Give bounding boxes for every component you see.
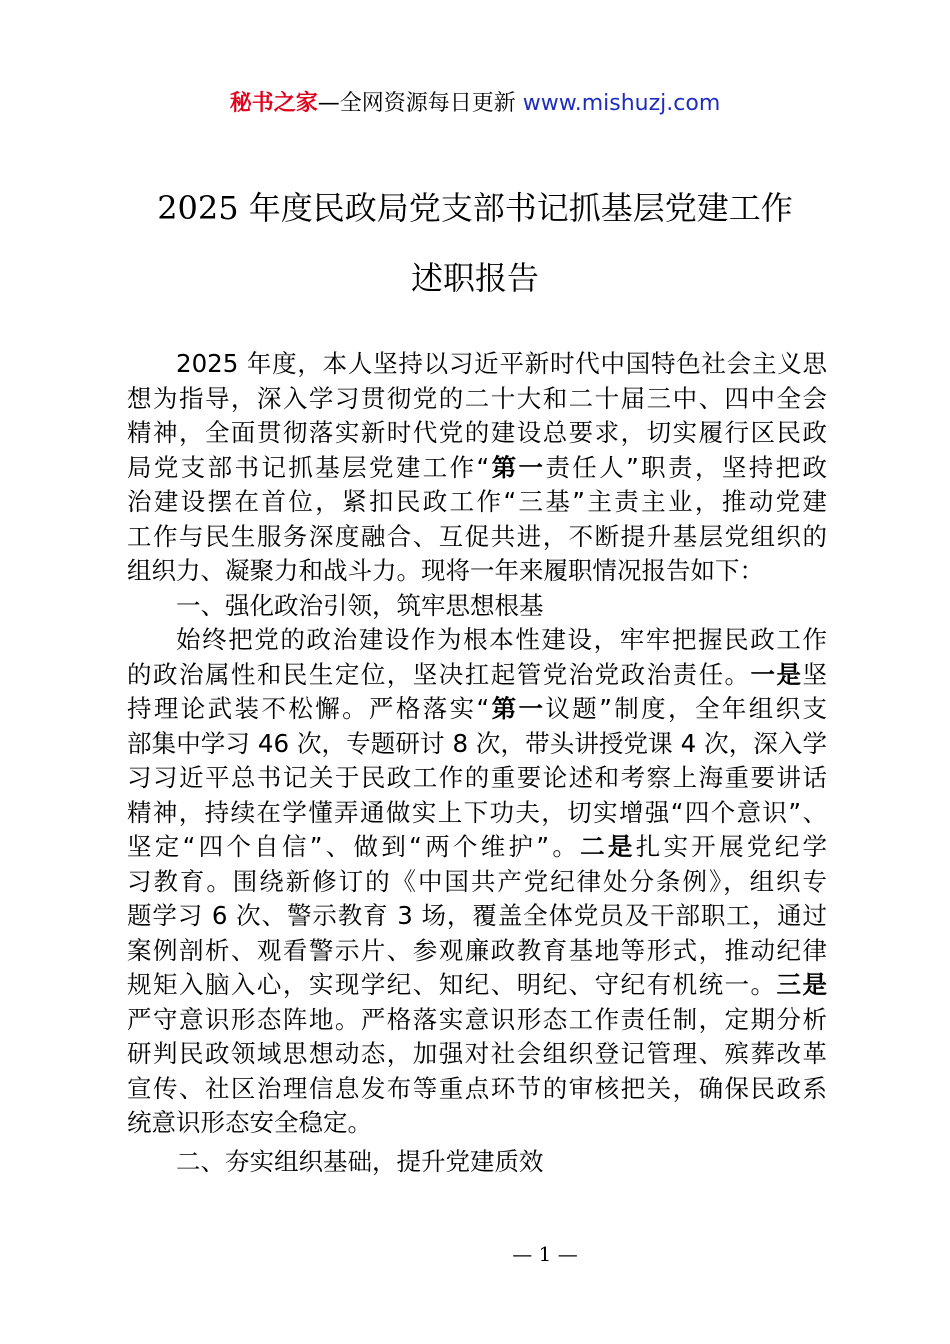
paragraph-line <box>127 658 827 693</box>
emphasis-text: 第一 <box>489 452 546 482</box>
text-run: 局党支部书记抓基层党建工作“ <box>127 452 490 482</box>
site-url-link[interactable]: www.mishuzj.com <box>522 91 721 116</box>
paragraph-line: 想为指导，深入学习贯彻党的二十大和二十届三中、四中全会 <box>127 383 827 413</box>
text-run: 扎实开展党纪学 <box>635 832 827 861</box>
emphasis-text: 一是 <box>750 659 803 689</box>
paragraph-line <box>127 451 827 486</box>
paragraph-line: 统意识形态安全稳定。 <box>127 1108 372 1137</box>
text-run: 的政治属性和民生定位，坚决扛起管党治党政治责任。 <box>127 659 751 689</box>
paragraph-line: 研判民政领域思想动态，加强对社会组织登记管理、殡葬改革 <box>127 1039 827 1068</box>
paragraph-line: 严守意识形态阵地。严格落实意识形态工作责任制，定期分析 <box>127 1004 827 1034</box>
site-brand: 秘书之家 <box>229 91 318 116</box>
site-header <box>0 88 950 120</box>
site-tagline: —全网资源每日更新 <box>317 91 523 116</box>
paragraph-line: 工作与民生服务深度融合、互促共进，不断提升基层党组织的 <box>127 521 827 551</box>
emphasis-text: 二是 <box>580 832 636 861</box>
paragraph-line: 治建设摆在首位，紧扣民政工作“三基”主责主业，推动党建 <box>127 487 827 516</box>
paragraph-line: 始终把党的政治建设作为根本性建设，牢牢把握民政工作 <box>176 625 827 654</box>
text-run: 坚 <box>802 659 828 689</box>
paragraph-line: 2025 年度，本人坚持以习近平新时代中国特色社会主义思 <box>176 349 827 378</box>
paragraph-line: 部集中学习 46 次，专题研讨 8 次，带头讲授党课 4 次，深入学 <box>127 728 827 758</box>
paragraph-line <box>127 968 827 1003</box>
emphasis-text: 第一 <box>489 694 546 723</box>
page-number: — 1 — <box>512 1242 578 1266</box>
paragraph-line: 习教育。围绕新修订的《中国共产党纪律处分条例》，组织专 <box>127 866 827 896</box>
section-heading-1: 一、强化政治引领，筑牢思想根基 <box>176 590 544 620</box>
paragraph-line: 精神，全面贯彻落实新时代党的建设总要求，切实履行区民政 <box>127 418 827 447</box>
text-run: 责任人”职责，坚持把政 <box>545 452 827 482</box>
paragraph-line: 题学习 6 次、警示教育 3 场，覆盖全体党员及干部职工，通过 <box>127 901 827 930</box>
emphasis-text: 三是 <box>776 970 828 999</box>
text-run: 坚定“四个自信”、做到“两个维护”。 <box>127 832 581 861</box>
text-run: 规矩入脑入心，实现学纪、知纪、明纪、守纪有机统一。 <box>127 970 777 999</box>
paragraph-line: 宣传、社区治理信息发布等重点环节的审核把关，确保民政系 <box>127 1073 827 1103</box>
document-title-line-1: 2025 年度民政局党支部书记抓基层党建工作 <box>157 189 793 227</box>
paragraph-line <box>127 692 827 727</box>
paragraph-line: 习习近平总书记关于民政工作的重要论述和考察上海重要讲话 <box>127 763 827 792</box>
text-run: 持理论武装不松懈。严格落实“ <box>127 694 490 723</box>
document-body <box>127 347 827 1179</box>
document-title-line-2: 述职报告 <box>410 259 539 297</box>
paragraph-line: 组织力、凝聚力和战斗力。现将一年来履职情况报告如下： <box>127 556 764 585</box>
paragraph-line: 案例剖析、观看警示片、参观廉政教育基地等形式，推动纪律 <box>127 935 827 965</box>
paragraph-line: 精神，持续在学懂弄通做实上下功夫，切实增强“四个意识”、 <box>127 797 827 827</box>
paragraph-line <box>127 830 827 865</box>
section-heading-2: 二、夯实组织基础，提升党建质效 <box>176 1146 544 1176</box>
text-run: 议题”制度，全年组织支 <box>545 694 827 723</box>
